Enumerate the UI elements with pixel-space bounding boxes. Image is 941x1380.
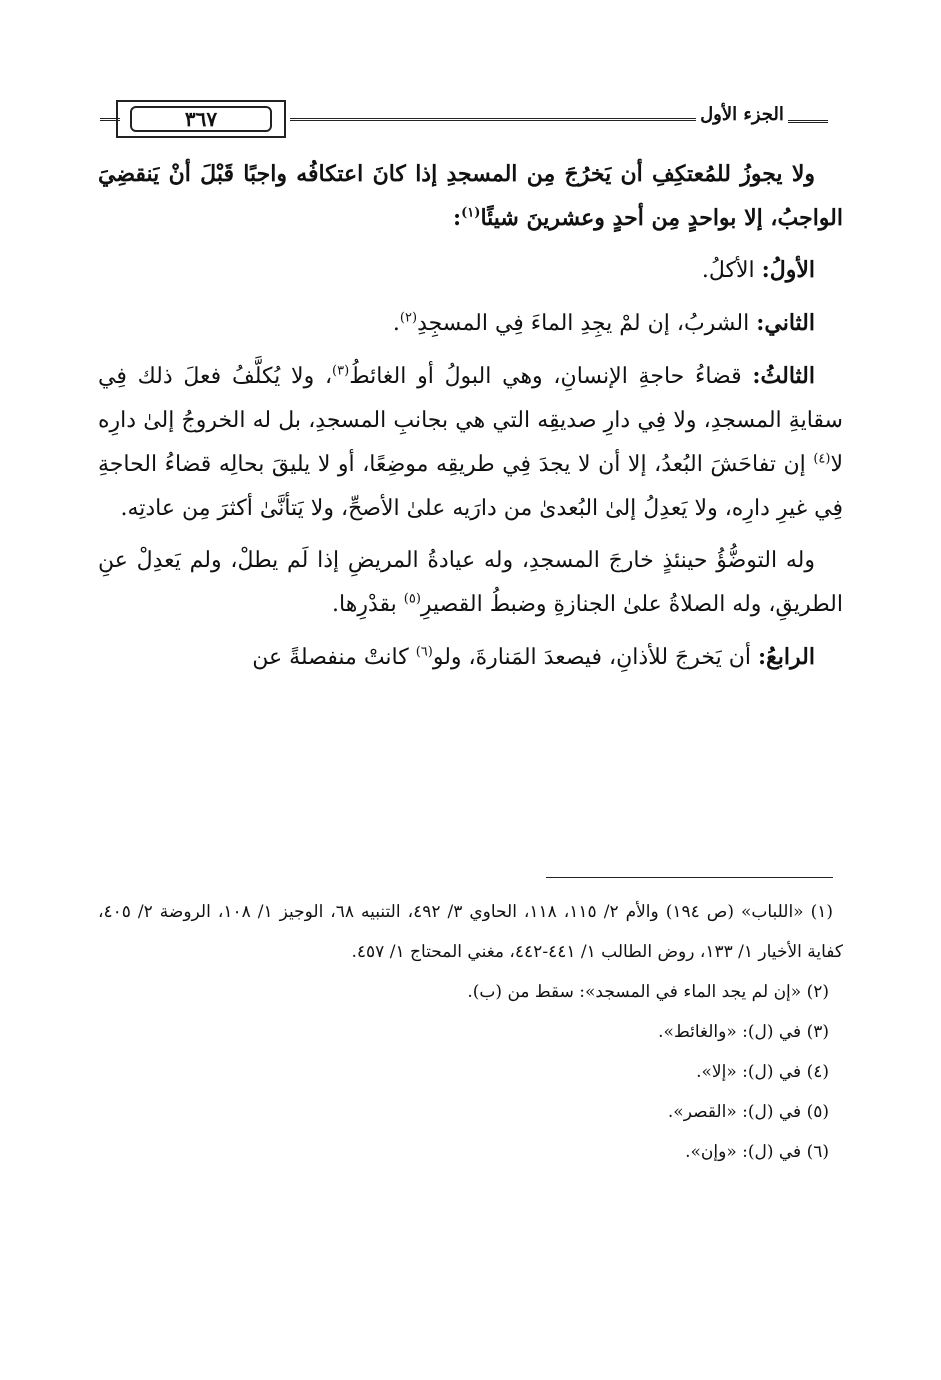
footnote-ref: (٦)	[415, 644, 433, 660]
page-number-frame	[116, 100, 286, 138]
footnote-ref: (٥)	[403, 591, 421, 607]
footnote-4: (٤) في (ل): «إلا».	[696, 1062, 829, 1082]
main-text	[98, 152, 843, 688]
item-lead: الثالثُ:	[752, 363, 815, 389]
footnote-ref: (٤)	[813, 451, 831, 467]
item-lead: الثاني:	[756, 310, 815, 336]
paragraph-first: الأولُ: الأكلُ.	[701, 257, 815, 283]
page-number: ٣٦٧	[130, 106, 272, 132]
paragraph-intro: ولا يجوزُ للمُعتكِفِ أن يَخرُجَ مِن المسجدِ إذا كانَ اعتكافُه واجبًا قَبْلَ أنْ يَنقضِيَ الواجبُ، إلا بواحدٍ مِن أحدٍ وعشرينَ شيئًا$^{(١)}$:	[98, 161, 843, 231]
footnote-3: (٣) في (ل): «والغائط».	[658, 1022, 829, 1042]
section-title: الجزء الأول	[696, 104, 788, 125]
item-lead: الرابعُ:	[757, 644, 815, 670]
footnote-ref: (٣)	[332, 363, 350, 379]
footnote-1: (١) «اللباب» (ص ١٩٤) والأم ٢/ ١١٥، ١١٨، الحاوي ٣/ ٤٩٢، التنبيه ٦٨، الوجيز ١/ ١٠٨، الروضة ٢/ ٤٠٥، كفاية الأخيار ١/ ١٣٣، روض الطالب ١/ ٤٤١-٤٤٢، مغني المحتاج ١/ ٤٥٧.	[98, 902, 843, 962]
footnote-ref: (٢)	[399, 310, 418, 326]
paragraph-ablution: وله التوضُّؤُ حينئذٍ خارجَ المسجدِ، وله عيادةُ المريضِ إذا لَم يطلْ، ولم يَعدِلْ عنِ الطريقِ، وله الصلاةُ علىٰ الجنازةِ وضبطُ القصيرِ$^{(٥)}$ بقدْرِها.	[98, 548, 843, 617]
footnote-separator	[546, 877, 833, 878]
paragraph-fourth: الرابعُ: أن يَخرجَ للأذانِ، فيصعدَ المَنارةَ، ولو$^{(٦)}$ كانتْ منفصلةً عن	[252, 644, 815, 670]
item-lead: الأولُ:	[761, 257, 815, 283]
paragraph-third: الثالثُ: قضاءُ حاجةِ الإنسانِ، وهي البولُ أو الغائطُ$^{(٣)}$، ولا يُكلَّفُ فعلَ ذلك فِي سقايةِ المسجدِ، ولا فِي دارِ صديقِه التي هي بجانبِ المسجدِ، بل له الخروجُ إلىٰ دارِه لا$^{(٤)}$ إن تفاحَشَ البُعدُ، إلا أن لا يجدَ فِي طريقِه موضِعًا، أو لا يليقَ بحالِه قضاءُ الحاجةِ فِي غيرِ دارِه، ولا يَعدِلُ إلىٰ البُعدىٰ من دارَيه علىٰ الأصحِّ، ولا يَتأنَّىٰ أكثرَ مِن عادتِه.	[98, 363, 843, 521]
page-header	[92, 96, 844, 146]
footnote-ref: (١)	[461, 205, 481, 221]
paragraph-second: الثاني: الشربُ، إن لمْ يجِدِ الماءَ فِي المسجِدِ$^{(٢)}$.	[392, 310, 815, 336]
footnote-2: (٢) «إن لم يجد الماء في المسجد»: سقط من (ب).	[467, 982, 829, 1002]
header-rule-middle	[290, 118, 754, 121]
footnote-6: (٦) في (ل): «وإن».	[685, 1142, 829, 1162]
footnote-5: (٥) في (ل): «القصر».	[667, 1102, 829, 1122]
footnotes	[98, 892, 843, 1172]
